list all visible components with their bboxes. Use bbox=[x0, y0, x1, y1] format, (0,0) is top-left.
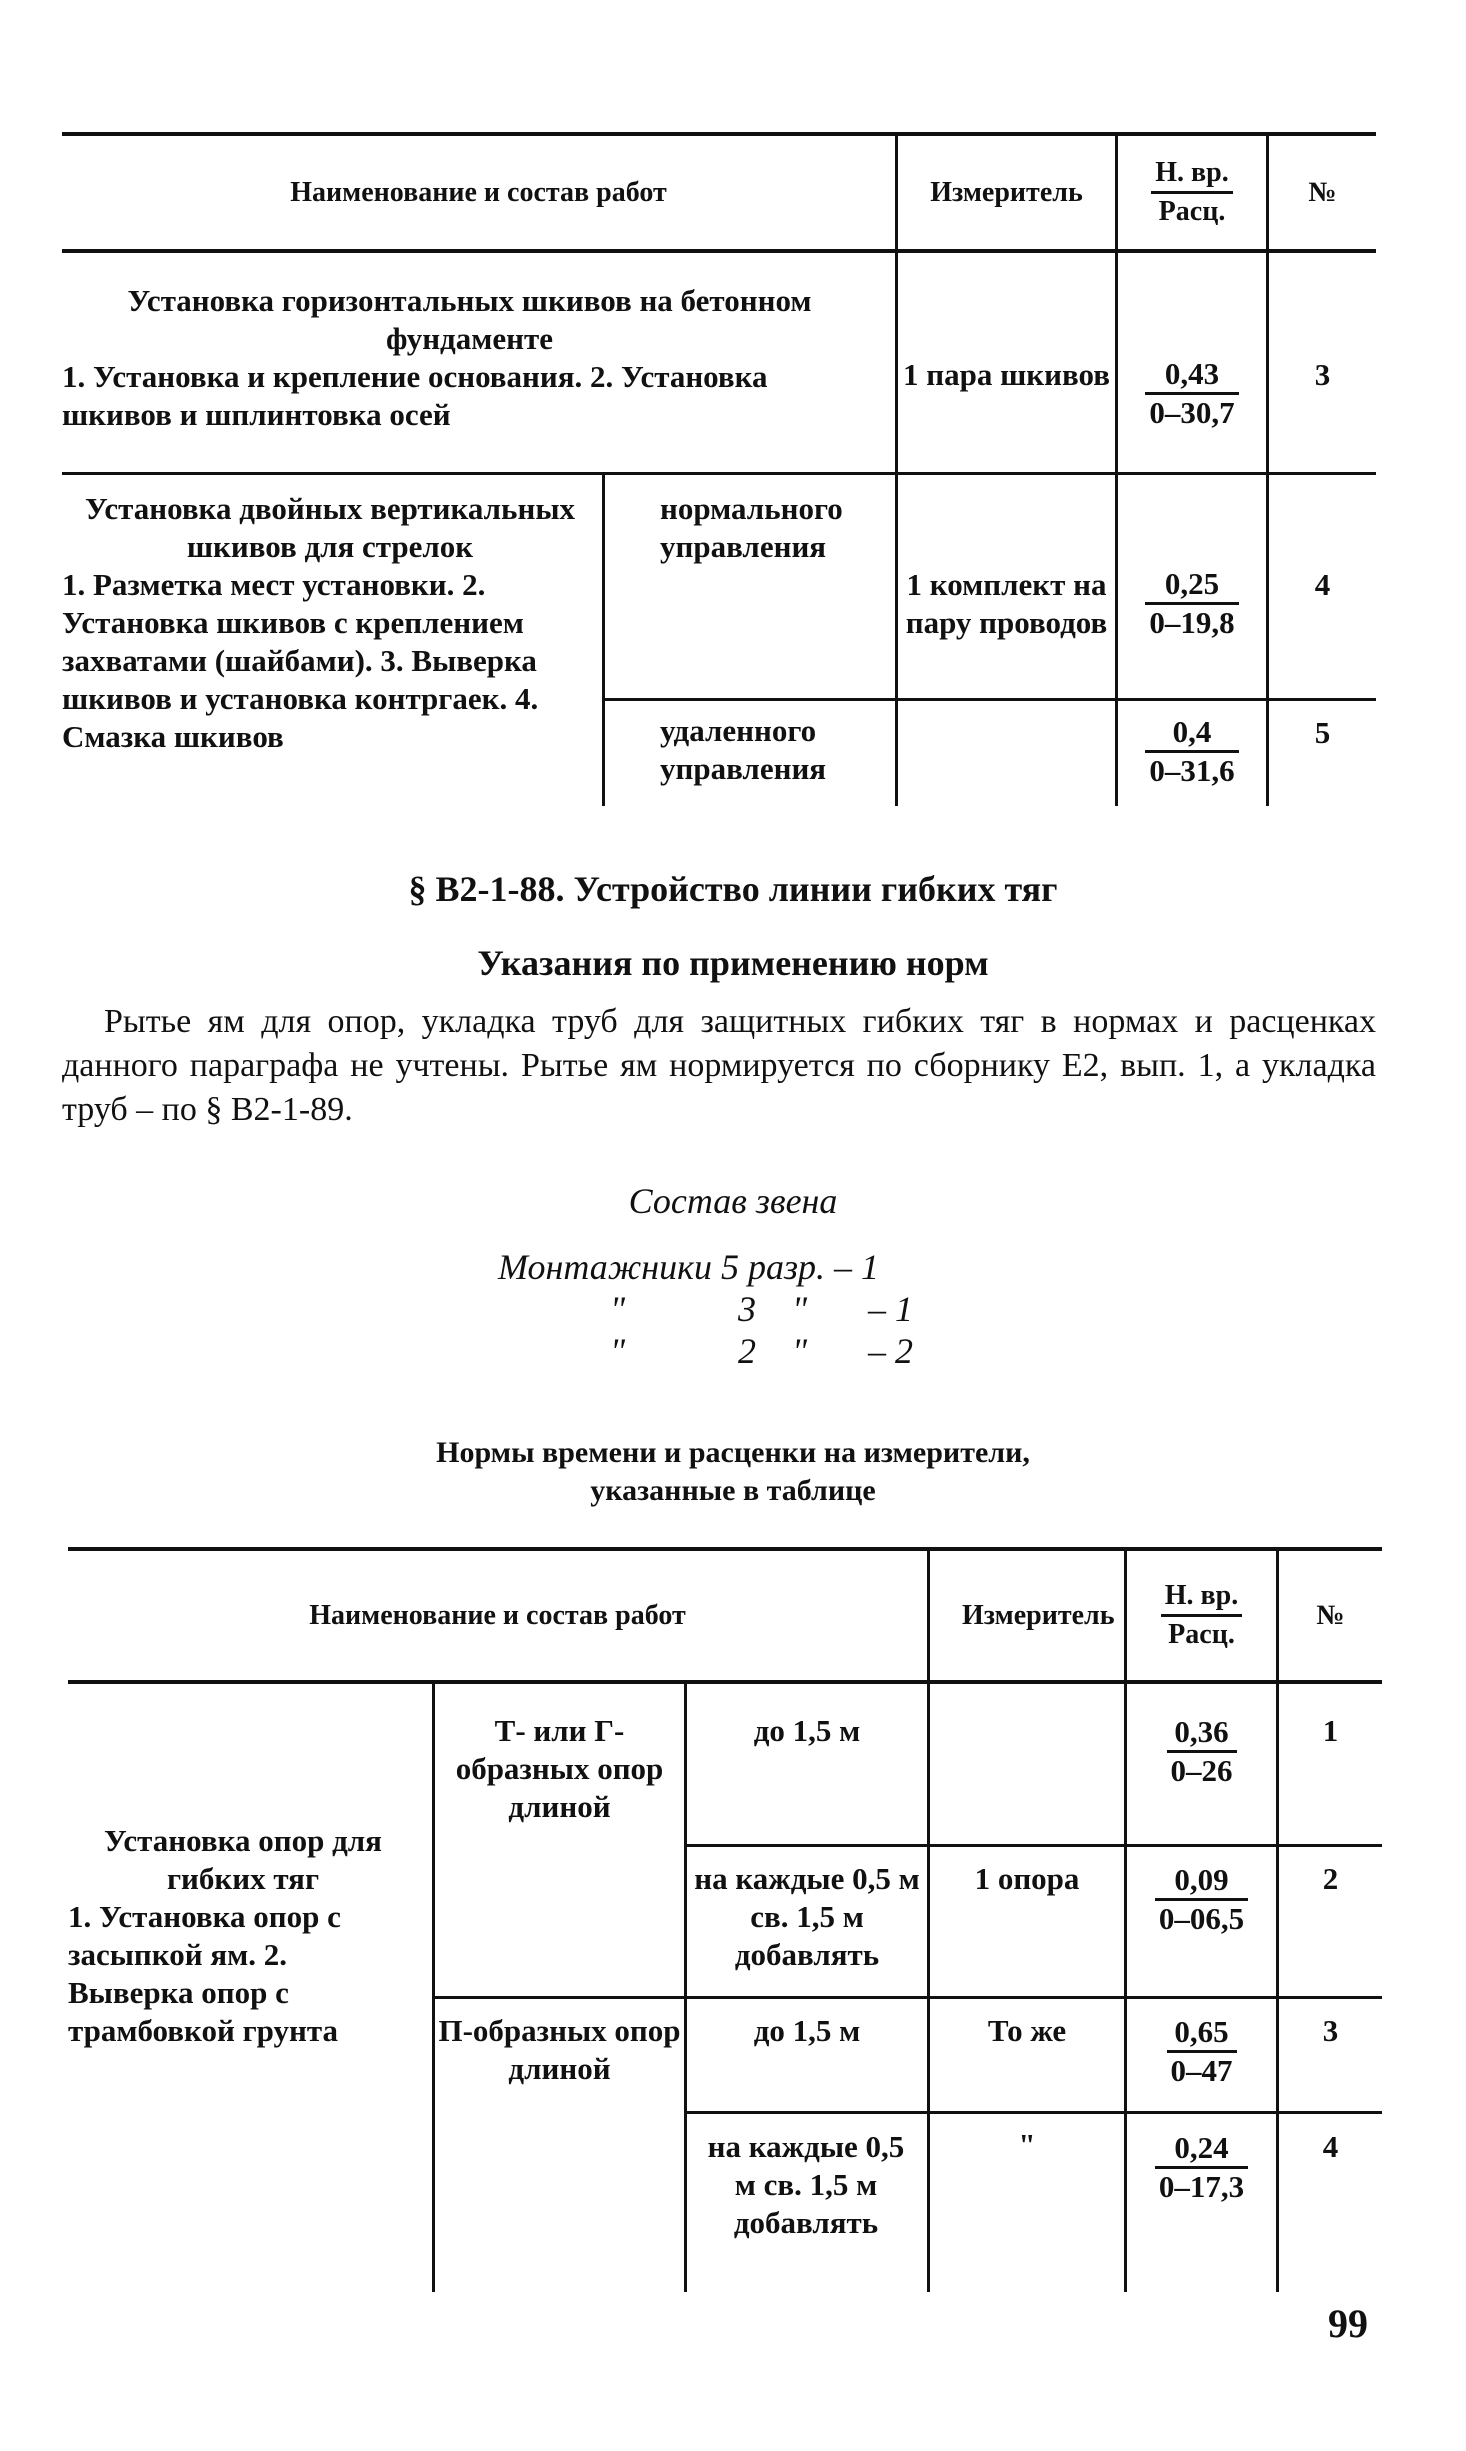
norm-cell: $\frac{0,4}{0-31,6}$ bbox=[1118, 714, 1266, 789]
work-description: 1. Установка опор с засыпкой ям. 2. Выверка опор с трамбовкой грунта bbox=[68, 1899, 341, 2048]
work-title: Установка опор для гибких тяг bbox=[104, 1823, 382, 1896]
length-cell: на каждые 0,5 м св. 1,5 м добавлять bbox=[707, 2129, 905, 2240]
col-header-measure: Измеритель bbox=[962, 1599, 1115, 1631]
section-title: § В2-1-88. Устройство линии гибких тяг bbox=[408, 869, 1058, 909]
row-number: 2 bbox=[1322, 1861, 1339, 1896]
crew-count: – 1 bbox=[868, 1289, 913, 1329]
col-header-no: № bbox=[1316, 1599, 1345, 1631]
measure-cell: " bbox=[1018, 2127, 1036, 2162]
col-header-no: № bbox=[1308, 176, 1337, 208]
col-header-name: Наименование и состав работ bbox=[309, 1599, 686, 1631]
measure-cell: 1 комплект на пару проводов bbox=[905, 567, 1108, 640]
work-description: 1. Установка и крепление основания. 2. Установка шкивов и шплинтовка осей bbox=[62, 359, 768, 432]
sub-row-label: удаленного управления bbox=[660, 713, 827, 786]
table-row bbox=[62, 490, 598, 756]
crew-line: Монтажники 5 разр. – 1 bbox=[498, 1247, 880, 1287]
crew-count: – 2 bbox=[868, 1331, 913, 1371]
work-description: 1. Разметка мест установки. 2. Установка шкивов с креплением захватами (шайбами). 3. Выверка шкивов и установка контргаек. 4. Смазка шкивов bbox=[62, 567, 539, 754]
row-number: 3 bbox=[1322, 2013, 1339, 2048]
crew-grade: 3 bbox=[738, 1289, 756, 1329]
norm-cell: $\frac{0,24}{0-17,3}$ bbox=[1127, 2130, 1276, 2205]
col-header-measure: Измеритель bbox=[930, 176, 1083, 208]
measure-cell: 1 опора bbox=[974, 1861, 1080, 1896]
measure-cell: 1 пара шкивов bbox=[903, 357, 1110, 392]
length-cell: на каждые 0,5 м св. 1,5 м добавлять bbox=[694, 1861, 920, 1972]
ditto-mark: " bbox=[610, 1331, 626, 1371]
group-label: П-образных опор длиной bbox=[438, 2013, 681, 2086]
crew-title: Состав звена bbox=[628, 1181, 838, 1221]
norm-cell: $\frac{0,65}{0-47}$ bbox=[1127, 2014, 1276, 2089]
crew-grade: 2 bbox=[738, 1331, 756, 1371]
ditto-mark: " bbox=[792, 1331, 808, 1371]
norm-cell: $\frac{0,43}{0-30,7}$ bbox=[1118, 356, 1266, 431]
row-number: 4 bbox=[1322, 2129, 1339, 2164]
group-label: Т- или Г-образных опор длиной bbox=[455, 1713, 664, 1824]
sub-row-label: нормального управления bbox=[660, 491, 843, 564]
ditto-mark: " bbox=[610, 1289, 626, 1329]
section-subtitle: Указания по применению норм bbox=[477, 943, 989, 983]
table-caption: Нормы времени и расценки на измерители, указанные в таблице bbox=[436, 1436, 1030, 1507]
norm-cell: $\frac{0,09}{0-06,5}$ bbox=[1127, 1862, 1276, 1937]
page-number: 99 bbox=[1328, 2301, 1368, 2346]
row-number: 1 bbox=[1322, 1713, 1339, 1748]
measure-cell: То же bbox=[987, 2013, 1067, 2048]
row-number: 4 bbox=[1314, 567, 1331, 602]
length-cell: до 1,5 м bbox=[753, 1713, 861, 1748]
norm-cell: $\frac{0,36}{0-26}$ bbox=[1127, 1714, 1276, 1789]
row-number: 5 bbox=[1314, 715, 1331, 750]
col-header-norm: $\frac{Н. вр.}{\text{Расц.}}$ bbox=[1118, 136, 1266, 249]
col-header-name: Наименование и состав работ bbox=[290, 176, 667, 208]
ditto-mark: " bbox=[792, 1289, 808, 1329]
work-title: Установка горизонтальных шкивов на бетонном фундаменте bbox=[127, 283, 812, 356]
work-title: Установка двойных вертикальных шкивов для стрелок bbox=[84, 491, 576, 564]
table-row bbox=[62, 282, 877, 434]
section-paragraph: Рытье ям для опор, укладка труб для защитных гибких тяг в нормах и расценках данного параграфа не учтены. Рытье ям нормируется по сборнику Е2, вып. 1, а укладка труб – по § В2-1-89. bbox=[62, 1003, 1376, 1128]
work-cell bbox=[68, 1822, 418, 2050]
length-cell: до 1,5 м bbox=[753, 2013, 861, 2048]
row-number: 3 bbox=[1314, 357, 1331, 392]
col-header-norm: $\frac{Н. вр.}{\text{Расц.}}$ bbox=[1127, 1551, 1276, 1680]
norm-cell: $\frac{0,25}{0-19,8}$ bbox=[1118, 566, 1266, 641]
